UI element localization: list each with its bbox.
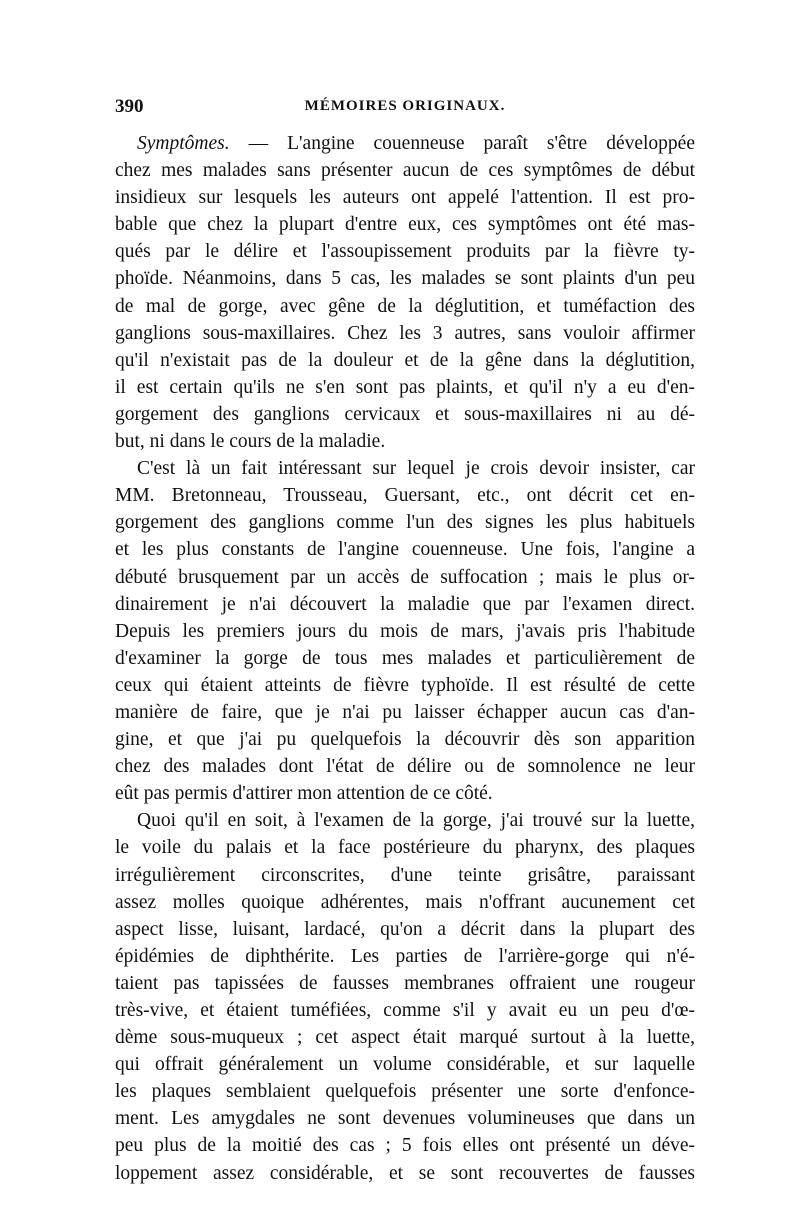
text-line: chez mes malades sans présenter aucun de ces symptômes de début bbox=[115, 160, 695, 182]
page-header bbox=[115, 96, 695, 122]
text-line: le voile du palais et la face postérieure du pharynx, des plaques bbox=[115, 837, 695, 859]
text-line: les plaques semblaient quelquefois présenter une sorte d'enfonce- bbox=[115, 1081, 695, 1103]
text-line: gorgement des ganglions cervicaux et sous-maxillaires ni au dé- bbox=[115, 403, 695, 425]
text-line: d'examiner la gorge de tous mes malades et particulièrement de bbox=[115, 647, 695, 669]
text-line: épidémies de diphthérite. Les parties de l'arrière-gorge qui n'é- bbox=[115, 945, 695, 967]
text-line: très-vive, et étaient tuméfiées, comme s'il y avait eu un peu d'œ- bbox=[115, 1000, 695, 1021]
text-line: et les plus constants de l'angine couenneuse. Une fois, l'angine a bbox=[115, 539, 695, 561]
text-line: MM. Bretonneau, Trousseau, Guersant, etc., ont décrit cet en- bbox=[115, 485, 695, 507]
text-line: irrégulièrement circonscrites, d'une teinte grisâtre, paraissant bbox=[115, 864, 695, 886]
text-line: gine, et que j'ai pu quelquefois la découvrir dès son apparition bbox=[115, 729, 695, 751]
text-line: phoïde. Néanmoins, dans 5 cas, les malades se sont plaints d'un peu bbox=[115, 268, 695, 290]
text-line: bable que chez la plupart d'entre eux, ces symptômes ont été mas- bbox=[115, 214, 695, 236]
text-span: — L'angine couenneuse paraît s'être développée bbox=[229, 133, 695, 154]
text-line: peu plus de la moitié des cas ; 5 fois elles ont présenté un déve- bbox=[115, 1135, 695, 1157]
text-line: qués par le délire et l'assoupissement produits par la fièvre ty- bbox=[115, 241, 695, 263]
running-head: MÉMOIRES ORIGINAUX. bbox=[304, 98, 506, 114]
text-line: aspect lisse, luisant, lardacé, qu'on a décrit dans la plupart des bbox=[115, 918, 695, 940]
text-line: manière de faire, que je n'ai pu laisser échapper aucun cas d'an- bbox=[115, 701, 695, 723]
text-line: dème sous-muqueux ; cet aspect était marqué surtout à la luette, bbox=[115, 1027, 695, 1049]
text-line: ment. Les amygdales ne sont devenues volumineuses que dans un bbox=[115, 1108, 695, 1130]
text-line: insidieux sur lesquels les auteurs ont appelé l'attention. Il est pro- bbox=[115, 187, 695, 209]
text-line bbox=[115, 130, 695, 157]
text-line: but, ni dans le cours de la maladie. bbox=[115, 431, 386, 453]
text-line: de mal de gorge, avec gêne de la déglutition, et tuméfaction des bbox=[115, 295, 695, 317]
text-line: gorgement des ganglions comme l'un des signes les plus habituels bbox=[115, 512, 695, 534]
text-line: loppement assez considérable, et se sont recouvertes de fausses bbox=[115, 1162, 695, 1184]
text-line: débuté brusquement par un accès de suffocation ; mais le plus or- bbox=[115, 566, 695, 588]
text-line: qu'il n'existait pas de la douleur et de la gêne dans la déglutition, bbox=[115, 349, 695, 371]
text-line: Depuis les premiers jours du mois de mars, j'avais pris l'habitude bbox=[115, 620, 695, 642]
text-line: chez des malades dont l'état de délire ou de somnolence ne leur bbox=[115, 756, 695, 778]
page-number: 390 bbox=[115, 96, 144, 117]
text-line: il est certain qu'ils ne s'en sont pas plaints, et qu'il n'y a eu d'en- bbox=[115, 376, 695, 398]
text-line: qui offrait généralement un volume considérable, et sur laquelle bbox=[115, 1054, 695, 1076]
text-line: C'est là un fait intéressant sur lequel je crois devoir insister, car bbox=[137, 458, 695, 480]
text-line: taient pas tapissées de fausses membranes offraient une rougeur bbox=[115, 972, 695, 994]
section-heading: Symptômes. bbox=[137, 133, 230, 154]
text-line: eût pas permis d'attirer mon attention de ce côté. bbox=[115, 783, 493, 805]
text-line: Quoi qu'il en soit, à l'examen de la gorge, j'ai trouvé sur la luette, bbox=[137, 810, 695, 832]
text-line: assez molles quoique adhérentes, mais n'offrant aucunement cet bbox=[115, 891, 695, 913]
text-line: dinairement je n'ai découvert la maladie que par l'examen direct. bbox=[115, 593, 695, 615]
text-line: ganglions sous-maxillaires. Chez les 3 autres, sans vouloir affirmer bbox=[115, 322, 695, 344]
body-text bbox=[115, 130, 695, 1187]
text-line: ceux qui étaient atteints de fièvre typhoïde. Il est résulté de cette bbox=[115, 674, 695, 696]
